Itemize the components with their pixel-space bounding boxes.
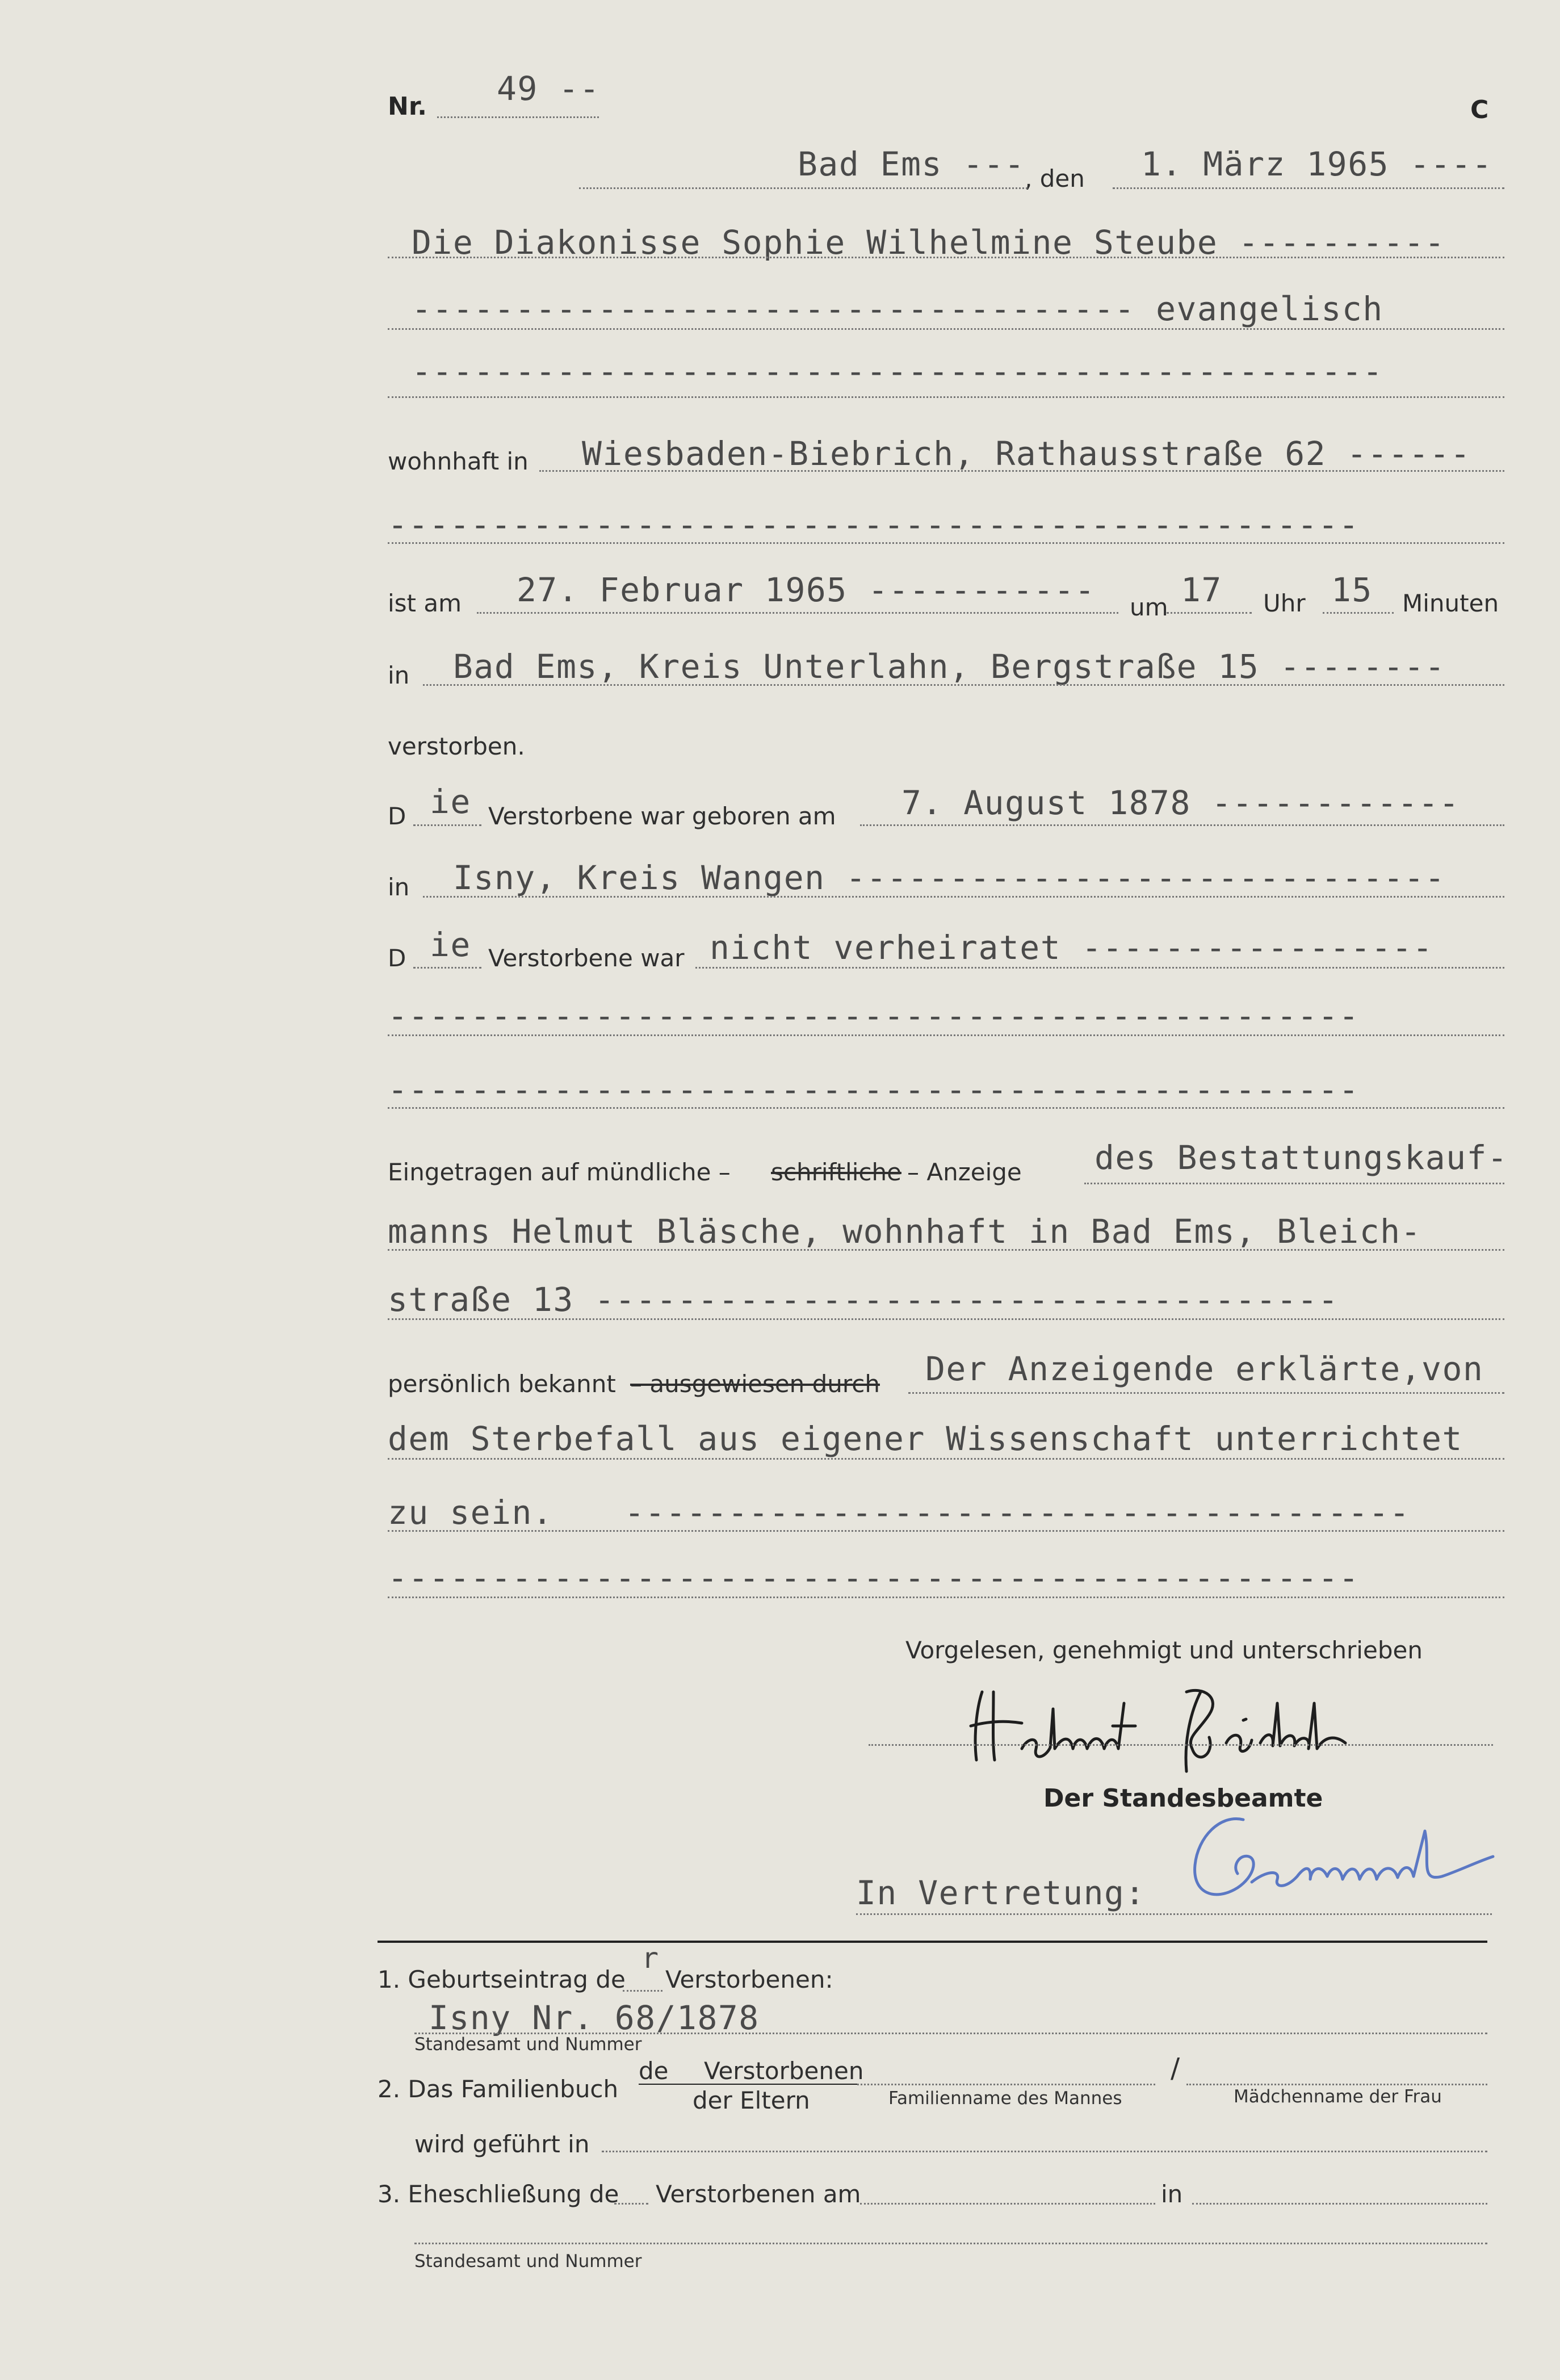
marital-dotted-line-3 <box>388 1107 1504 1109</box>
birth-article-dotted-line <box>413 824 481 826</box>
residence-label: wohnhaft in <box>388 447 529 475</box>
in-vertretung-label: In Vertretung: <box>856 1874 1146 1912</box>
notification-line-3: straße 13 ------------------------------------ <box>388 1280 1339 1319</box>
notification-dotted-line-4 <box>908 1392 1504 1394</box>
verstorben-label: verstorben. <box>388 732 525 760</box>
death-minute: 15 <box>1331 571 1373 609</box>
notification-dotted-line-6 <box>388 1530 1504 1532</box>
birth-place-dotted-line <box>423 896 1504 898</box>
item2-familienname: Familienname des Mannes <box>888 2088 1122 2109</box>
notification-dotted-line-5 <box>388 1458 1504 1460</box>
informant-signature <box>959 1669 1368 1783</box>
item1-sup: r <box>641 1942 660 1975</box>
item2-de: de <box>639 2057 669 2085</box>
ausgewiesen-struck: – ausgewiesen durch <box>630 1370 880 1398</box>
signature-dotted-line <box>869 1744 1493 1746</box>
item2-maedchenname-dotted-line <box>1186 2084 1487 2085</box>
birth-article-suffix: ie <box>430 782 471 821</box>
notification-line-6: zu sein. <box>388 1493 553 1532</box>
notification-dotted-line-1 <box>1084 1183 1504 1184</box>
item3-in: in <box>1161 2180 1183 2208</box>
schriftliche-struck: schriftliche <box>771 1158 901 1186</box>
death-date-dotted-line <box>477 612 1118 614</box>
footer-separator <box>378 1941 1487 1943</box>
item1-label: 1. Geburtseintrag de <box>378 1966 626 1993</box>
blank-line-3: ----------------------------------------------- <box>412 352 1383 391</box>
war-label: Verstorbene war <box>488 944 685 972</box>
item3-label: 3. Eheschließung de <box>378 2180 619 2208</box>
item2-slash: / <box>1171 2052 1180 2084</box>
marital-dotted-line-1 <box>695 967 1504 969</box>
religion-line: ----------------------------------- evangelisch <box>412 290 1383 328</box>
anzeige-label: – Anzeige <box>907 1158 1022 1186</box>
residence-line-2: ----------------------------------------------- <box>388 505 1360 544</box>
date: 1. März 1965 ---- <box>1141 145 1493 183</box>
death-in-label: in <box>388 661 410 689</box>
registrar-signature <box>1175 1803 1516 1916</box>
eingetragen-label: Eingetragen auf mündliche – <box>388 1158 731 1186</box>
item3-dotted-line <box>414 2243 1487 2244</box>
um-label: um <box>1130 593 1168 621</box>
death-hour: 17 <box>1181 571 1222 609</box>
minute-dotted-line <box>1323 612 1394 614</box>
deceased-name-line: Die Diakonisse Sophie Wilhelmine Steube ---------- <box>412 223 1445 262</box>
form-letter: C <box>1470 95 1489 124</box>
item3-sub: Standesamt und Nummer <box>414 2251 642 2272</box>
name-dotted-line-3 <box>388 396 1504 398</box>
vorgelesen-label: Vorgelesen, genehmigt und unterschrieben <box>905 1636 1423 1664</box>
birth-place: Isny, Kreis Wangen ----------------------------- <box>453 858 1446 897</box>
item2-label: 2. Das Familienbuch <box>378 2075 619 2103</box>
item2-fraction-line <box>639 2084 857 2085</box>
item2-verstorbenen: Verstorbenen <box>704 2057 864 2085</box>
residence-dotted-line-2 <box>388 542 1504 544</box>
item3-verstorbenen: Verstorbenen am <box>656 2180 861 2208</box>
item2-maedchenname: Mädchenname der Frau <box>1234 2086 1442 2107</box>
standesbeamte-label: Der Standesbeamte <box>1043 1784 1323 1813</box>
item3-article-dotted-line <box>614 2203 648 2205</box>
item1-label-end: Verstorbenen: <box>665 1966 833 1993</box>
marital-status: nicht verheiratet ----------------- <box>710 928 1433 967</box>
nr-label: Nr. <box>388 92 427 121</box>
place: Bad Ems --- <box>798 145 1025 183</box>
marital-article-dotted-line <box>413 967 481 969</box>
ist-am-label: ist am <box>388 589 462 617</box>
marital-dotted-line-2 <box>388 1034 1504 1036</box>
item3-place-dotted-line <box>1192 2203 1487 2205</box>
marital-line-2: ----------------------------------------------- <box>388 996 1360 1035</box>
residence-address: Wiesbaden-Biebrich, Rathausstraße 62 ------ <box>582 434 1471 473</box>
marital-article-suffix: ie <box>430 925 471 964</box>
item1-value: Isny Nr. 68/1878 <box>429 1998 760 2037</box>
item1-sub: Standesamt und Nummer <box>414 2034 642 2055</box>
item2-eltern: der Eltern <box>693 2086 810 2114</box>
name-dotted-line-2 <box>388 328 1504 330</box>
nr-dotted-line <box>437 116 599 118</box>
birth-date-dotted-line <box>860 824 1504 826</box>
item3-date-dotted-line <box>860 2203 1155 2205</box>
item2-wird-dotted-line <box>602 2151 1487 2152</box>
notification-dotted-line-3 <box>388 1318 1504 1320</box>
death-place-dotted-line <box>423 684 1504 686</box>
residence-dotted-line-1 <box>539 470 1504 472</box>
born-label: Verstorbene war geboren am <box>488 802 836 830</box>
notification-dotted-line-2 <box>388 1249 1504 1251</box>
notification-line-5: dem Sterbefall aus eigener Wissenschaft unterrichtet <box>388 1419 1463 1458</box>
date-dotted-line <box>1113 187 1504 189</box>
notification-line-1: des Bestattungskauf- <box>1094 1138 1508 1177</box>
notification-line-2: manns Helmut Bläsche, wohnhaft in Bad Ems, Bleich- <box>388 1212 1421 1251</box>
vertretung-dotted-line <box>856 1913 1492 1915</box>
item2-wird-label: wird geführt in <box>414 2130 590 2158</box>
den-label: , den <box>1025 165 1085 192</box>
hour-dotted-line <box>1167 612 1252 614</box>
notification-line-4: Der Anzeigende erklärte,von <box>925 1350 1484 1388</box>
uhr-label: Uhr <box>1263 589 1306 617</box>
death-date: 27. Februar 1965 ----------- <box>517 571 1096 609</box>
marital-d-label: D <box>388 944 406 972</box>
birth-in-label: in <box>388 873 410 901</box>
birth-date: 7. August 1878 ------------ <box>901 783 1460 822</box>
death-place: Bad Ems, Kreis Unterlahn, Bergstraße 15 -------- <box>453 647 1446 686</box>
marital-line-3: ----------------------------------------------- <box>388 1070 1360 1109</box>
item2-familienname-dotted-line <box>857 2084 1155 2085</box>
notification-line-7: ----------------------------------------------- <box>388 1558 1360 1597</box>
notification-line-6-dashes: -------------------------------------- <box>624 1493 1410 1532</box>
nr-value: 49 -- <box>497 69 601 108</box>
birth-d-label: D <box>388 802 406 830</box>
minuten-label: Minuten <box>1402 589 1499 617</box>
place-dotted-line <box>579 187 1028 189</box>
name-dotted-line-1 <box>388 257 1504 258</box>
bekannt-label: persönlich bekannt <box>388 1370 616 1398</box>
notification-dotted-line-7 <box>388 1597 1504 1598</box>
item1-article-dotted-line <box>623 1990 662 1992</box>
